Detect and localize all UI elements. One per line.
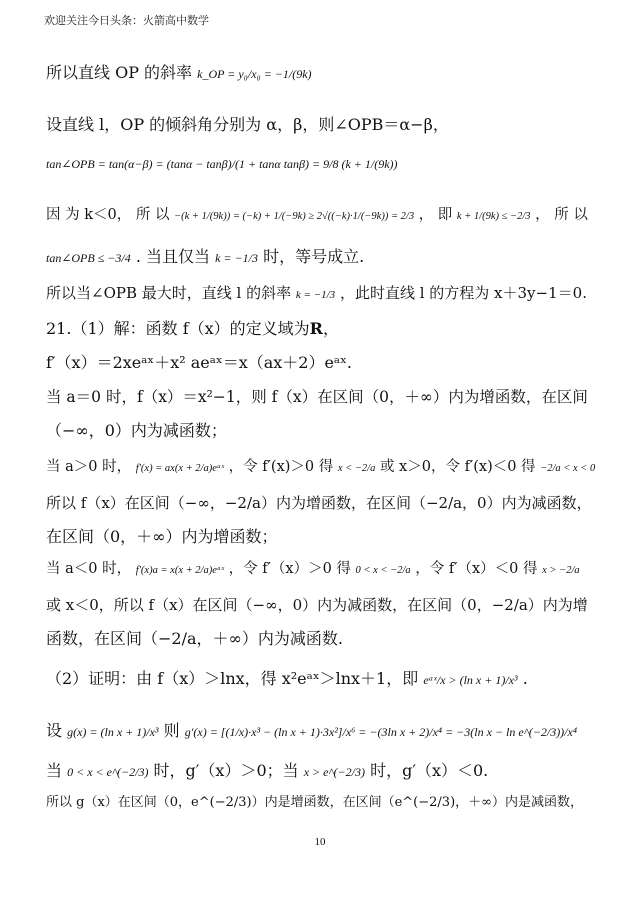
text-line bbox=[46, 282, 600, 306]
text-line bbox=[46, 720, 600, 743]
formula: f′(x)a = x(x + 2/a)eᵃˣ bbox=[135, 565, 225, 576]
text-line bbox=[46, 628, 600, 650]
text: 21.（1）解：函数 f（x）的定义域为 bbox=[46, 319, 310, 338]
text-line bbox=[46, 558, 600, 582]
formula: −(k + 1/(9k)) = (−k) + 1/(−9k) ≥ 2√((−k)·1/(−9k)) = 2/3 bbox=[174, 211, 415, 222]
text-line bbox=[46, 352, 600, 374]
formula: k_OP = y₀/x₀ = −1/(9k) bbox=[197, 67, 312, 81]
text: 时，等号成立. bbox=[263, 247, 365, 266]
formula: 0 < x < −2/a bbox=[355, 565, 411, 576]
text: ， bbox=[322, 319, 339, 338]
formula: k = −1/3 bbox=[295, 289, 336, 301]
text: . 当且仅当 bbox=[135, 247, 211, 266]
formula: 0 < x < e^(−2/3) bbox=[67, 765, 149, 779]
text: 时，g′（x）＞0；当 bbox=[153, 761, 299, 780]
text: 当 a＝0 时，f（x）＝x²−1，则 f（x）在区间（0，＋∞）内为增函数，在区间 bbox=[46, 388, 588, 406]
text: 当 bbox=[46, 761, 63, 780]
text-line bbox=[46, 204, 600, 228]
text: 因 为 k＜0， 所 以 bbox=[46, 207, 170, 223]
text: 所以当∠OPB 最大时，直线 l 的斜率 bbox=[46, 284, 292, 302]
text: 函数，在区间（−2/a，＋∞）内为减函数. bbox=[46, 629, 343, 648]
text: ， 所 以 bbox=[535, 207, 588, 223]
formula: g′(x) = [(1/x)·x³ − (ln x + 1)·3x²]/x⁶ = −(3ln x + 2)/x⁴ = −3(ln x − ln e^(−2/3))/x⁴ bbox=[184, 725, 578, 739]
text: （2）证明：由 f（x）＞lnx，得 x²eᵃˣ＞lnx＋1，即 bbox=[46, 669, 419, 688]
formula: k = −1/3 bbox=[215, 251, 258, 265]
text-line bbox=[46, 456, 600, 480]
text: 或 x＞0，令 f′(x)＜0 得 bbox=[379, 459, 536, 475]
formula: f′(x) = ax(x + 2/a)eᵃˣ bbox=[135, 463, 225, 474]
formula: k + 1/(9k) ≤ −2/3 bbox=[456, 211, 531, 222]
text: 在区间（0，＋∞）内为增函数； bbox=[46, 527, 278, 546]
text: 设 bbox=[46, 721, 63, 740]
text: （−∞，0）内为减函数； bbox=[46, 421, 227, 440]
text: ，此时直线 l 的方程为 x＋3y−1＝0. bbox=[339, 284, 587, 302]
text-line bbox=[46, 62, 600, 85]
formula: x < −2/a bbox=[337, 463, 376, 474]
text: 所以 g（x）在区间（0，e^(−2/3)）内是增函数，在区间（e^(−2/3)，＋∞）内是减函数， bbox=[46, 795, 583, 810]
text-line bbox=[46, 114, 600, 136]
formula: g(x) = (ln x + 1)/x³ bbox=[67, 725, 159, 739]
text-line bbox=[46, 792, 600, 814]
page-number: 10 bbox=[314, 836, 326, 848]
text: 当 a＞0 时， bbox=[46, 459, 132, 475]
text: ，令 f′（x）＜0 得 bbox=[415, 561, 538, 577]
text-line bbox=[46, 668, 600, 691]
bold-text: R bbox=[309, 319, 323, 338]
text: ，令 f′(x)＞0 得 bbox=[228, 459, 334, 475]
text: 设直线 l，OP 的倾斜角分别为 α，β，则∠OPB＝α−β， bbox=[46, 115, 449, 134]
formula: tan∠OPB ≤ −3/4 bbox=[46, 251, 131, 265]
formula: x > −2/a bbox=[542, 565, 580, 576]
text: ，令 f′（x）＞0 得 bbox=[228, 561, 351, 577]
text-line bbox=[46, 526, 600, 548]
text-line bbox=[46, 594, 600, 616]
text: ， 即 bbox=[418, 207, 453, 223]
formula: eᵃˣ/x > (ln x + 1)/x³ bbox=[423, 673, 518, 687]
text: 所以直线 OP 的斜率 bbox=[46, 63, 193, 82]
text-line bbox=[46, 246, 600, 269]
text: 或 x＜0，所以 f（x）在区间（−∞，0）内为减函数，在区间（0，−2/a）内为增 bbox=[46, 596, 588, 614]
text-line bbox=[46, 492, 600, 514]
text: 所以 f（x）在区间（−∞，−2/a）内为增函数，在区间（−2/a，0）内为减函数， bbox=[46, 494, 592, 512]
formula: −2/a < x < 0 bbox=[540, 463, 596, 474]
page-header: 欢迎关注今日头条：火箭高中数学 bbox=[44, 14, 209, 27]
text: 当 a＜0 时， bbox=[46, 561, 132, 577]
text-line bbox=[46, 420, 600, 442]
text-line bbox=[46, 318, 600, 340]
text: 则 bbox=[163, 721, 180, 740]
formula: tan∠OPB = tan(α−β) = (tanα − tanβ)/(1 + tanα tanβ) = 9/8 (k + 1/(9k)) bbox=[46, 157, 398, 171]
text: . bbox=[522, 669, 528, 688]
text: f′（x）＝2xeᵃˣ＋x² aeᵃˣ＝x（ax＋2）eᵃˣ. bbox=[46, 353, 352, 372]
text-line bbox=[46, 152, 600, 175]
text-line bbox=[46, 760, 600, 783]
formula: x > e^(−2/3) bbox=[303, 765, 365, 779]
text-line bbox=[46, 386, 600, 408]
text: 时，g′（x）＜0. bbox=[370, 761, 489, 780]
